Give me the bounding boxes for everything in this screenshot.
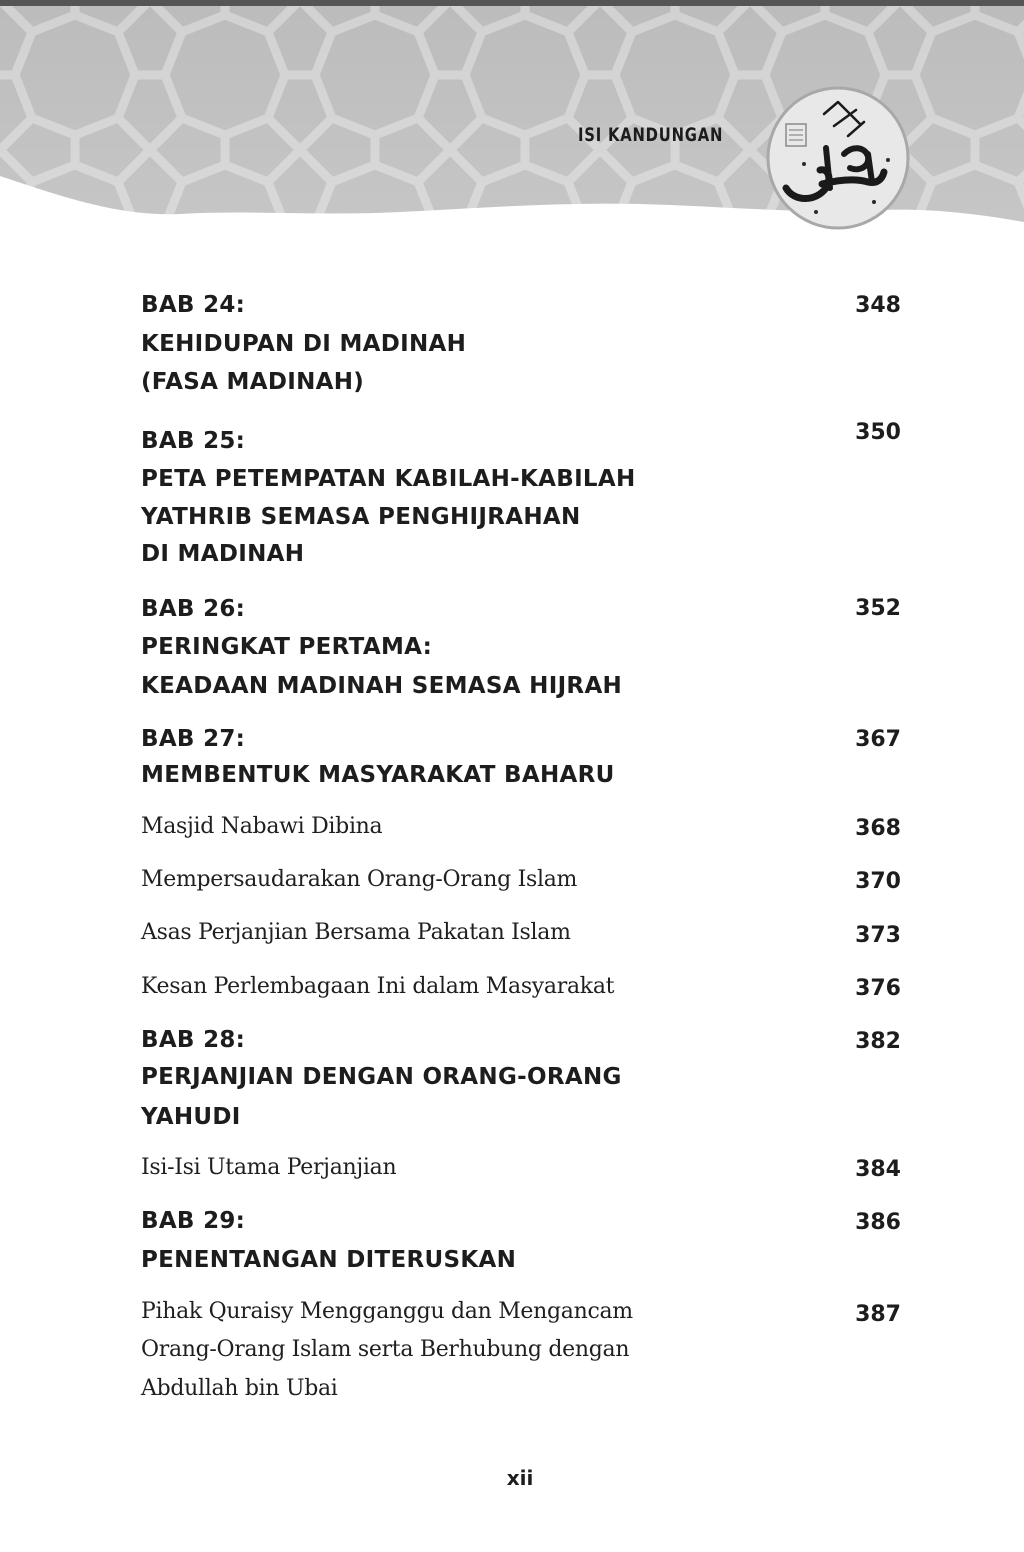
toc-page-number: 350: [855, 420, 901, 445]
toc-chapter-number: BAB 24:: [141, 292, 246, 318]
toc-section-title: Asas Perjanjian Bersama Pakatan Islam: [141, 920, 571, 945]
toc-page-number: 384: [855, 1157, 901, 1182]
toc-chapter-number: BAB 27:: [141, 726, 246, 752]
toc-chapter-number: BAB 28:: [141, 1027, 246, 1053]
toc-chapter-number: BAB 25:: [141, 428, 246, 454]
toc-section-title: Isi-Isi Utama Perjanjian: [141, 1155, 397, 1180]
toc-chapter-title: YATHRIB SEMASA PENGHIJRAHAN: [141, 504, 581, 530]
toc-section-title: Pihak Quraisy Mengganggu dan Mengancam: [141, 1299, 633, 1324]
toc-section-title: Mempersaudarakan Orang-Orang Islam: [141, 867, 578, 892]
toc-chapter-title: PETA PETEMPATAN KABILAH-KABILAH: [141, 466, 636, 492]
page-folio: xii: [506, 1466, 534, 1490]
toc-page-number: 373: [855, 923, 901, 948]
toc-chapter-title: (FASA MADINAH): [141, 369, 365, 395]
toc-page-number: 387: [855, 1302, 901, 1327]
toc-chapter-title: PERJANJIAN DENGAN ORANG-ORANG: [141, 1064, 622, 1090]
toc-chapter-number: BAB 29:: [141, 1208, 246, 1234]
toc-page-number: 352: [855, 596, 901, 621]
toc-chapter-title: KEADAAN MADINAH SEMASA HIJRAH: [141, 673, 623, 699]
toc-page-number: 370: [855, 869, 901, 894]
toc-chapter-title: PENENTANGAN DITERUSKAN: [141, 1247, 517, 1273]
toc-page-number: 367: [855, 727, 901, 752]
toc-section-title: Abdullah bin Ubai: [141, 1376, 338, 1401]
toc-section-title: Kesan Perlembagaan Ini dalam Masyarakat: [141, 974, 615, 999]
toc-chapter-title: MEMBENTUK MASYARAKAT BAHARU: [141, 762, 615, 788]
toc-chapter-title: DI MADINAH: [141, 541, 305, 567]
toc-page-number: 382: [855, 1029, 901, 1054]
toc-chapter-number: BAB 26:: [141, 596, 246, 622]
toc-page-number: 386: [855, 1210, 901, 1235]
toc-page-number: 376: [855, 976, 901, 1001]
running-head: ISI KANDUNGAN: [578, 124, 724, 146]
toc-page-number: 368: [855, 816, 901, 841]
toc-chapter-title: KEHIDUPAN DI MADINAH: [141, 331, 467, 357]
toc-section-title: Masjid Nabawi Dibina: [141, 814, 383, 839]
toc-page-number: 348: [855, 293, 901, 318]
toc-section-title: Orang-Orang Islam serta Berhubung dengan: [141, 1337, 630, 1362]
toc-chapter-title: PERINGKAT PERTAMA:: [141, 634, 433, 660]
toc-chapter-title: YAHUDI: [141, 1104, 241, 1130]
